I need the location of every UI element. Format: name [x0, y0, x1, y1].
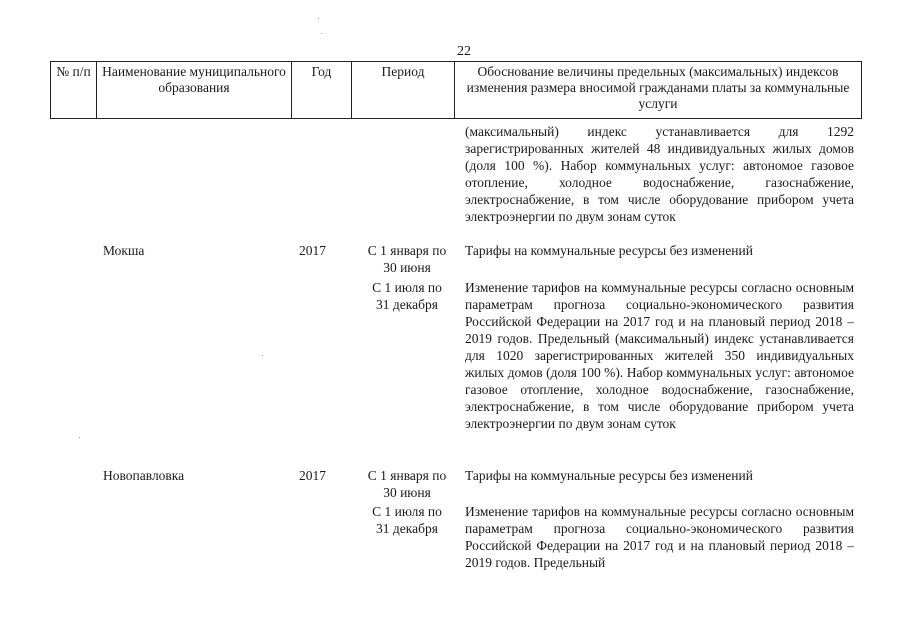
header-basis: Обоснование величины предельных (максимальных) индексов изменения размера вносимой гражданами платы за коммунальные услуги — [455, 62, 862, 119]
header-municipality: Наименование муниципального образования — [97, 62, 292, 119]
municipality-name: Новопавловка — [103, 468, 185, 483]
municipality-name: Мокша — [103, 243, 145, 258]
period-second-half: С 1 июля по 31 декабря — [372, 504, 442, 536]
tariff-unchanged-text: Тарифы на коммунальные ресурсы без изменений — [465, 468, 753, 483]
scan-speck — [262, 355, 263, 356]
entry-year: 2017 — [299, 243, 326, 258]
scan-speck — [318, 18, 319, 19]
period-first-half: С 1 января по 30 июня — [367, 468, 447, 500]
scan-speck — [79, 437, 80, 438]
tariff-unchanged-text: Тарифы на коммунальные ресурсы без изменений — [465, 243, 753, 258]
page-number: 22 — [457, 44, 471, 59]
header-year: Год — [292, 62, 352, 119]
header-period: Период — [352, 62, 455, 119]
period-first-half: С 1 января по 30 июня — [367, 243, 447, 275]
period-second-half: С 1 июля по 31 декабря — [372, 280, 442, 312]
tariff-change-text: Изменение тарифов на коммунальные ресурсы согласно основным параметрам прогноза социально-экономического развития Российской Федерации на 2017 год и на плановый период 2018 – 2019 годов. Предельный (максимальный) индекс устанавливается для 1020 зарегистрированных жителей 350 индивидуальных жилых домов (доля 100 %). Набор коммунальных услуг: автономое газовое отопление, холодное водоснабжение, газоснабжение, электроснабжение, в том числе оборудование прибором учета электроэнергии по двум зонам суток — [465, 280, 854, 431]
header-number: № п/п — [51, 62, 97, 119]
continuation-text: (максимальный) индекс устанавливается для 1292 зарегистрированных жителей 48 индивидуальных жилых домов (доля 100 %). Набор коммунальных услуг: автономое газовое отопление, холодное водоснабжение, газоснабжение, электроснабжение, в том числе оборудование прибором учета электроэнергии по двум зонам суток — [465, 124, 854, 224]
entry-year: 2017 — [299, 468, 326, 483]
table-header — [50, 61, 862, 119]
scan-speck — [321, 33, 322, 34]
tariff-change-text: Изменение тарифов на коммунальные ресурсы согласно основным параметрам прогноза социально-экономического развития Российской Федерации на 2017 год и на плановый период 2018 – 2019 годов. Предельный — [465, 504, 854, 570]
